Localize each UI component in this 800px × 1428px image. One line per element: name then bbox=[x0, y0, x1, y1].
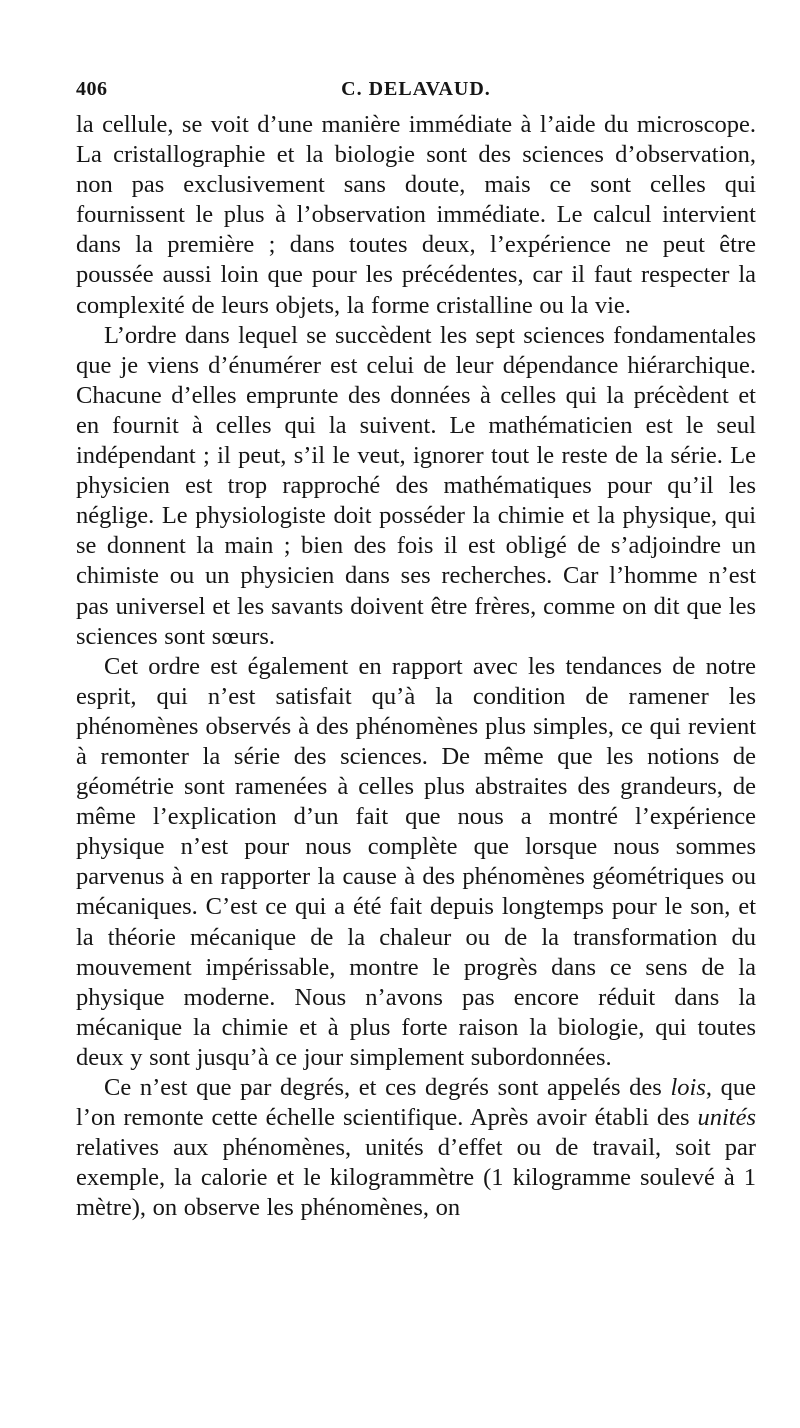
italic-term-unites: unités bbox=[697, 1104, 756, 1132]
paragraph-1: la cellule, se voit d’une manière immédiate à l’aide du microscope. La cristallographie et la biologie sont des sciences d’observation, non pas exclusivement sans doute, mais ce sont celles qui fournissent le plus à l’observation immédiate. Le calcul intervient dans la première ; dans toutes deux, l’expérience ne peut être poussée aussi loin que pour les précédentes, car il faut respecter la complexité de leurs objets, la forme cristalline ou la vie. bbox=[76, 111, 756, 319]
paragraph-4-text-end: relatives aux phénomènes, unités d’effet ou de travail, soit par exemple, la calorie et le kilogrammètre (1 kilogramme soulevé à 1 mètre), on observe les phénomènes, on bbox=[76, 1134, 756, 1222]
page-header bbox=[76, 78, 756, 104]
paragraph-2: L’ordre dans lequel se succèdent les sept sciences fondamentales que je viens d’énumérer est celui de leur dépendance hiérarchique. Chacune d’elles emprunte des données à celles qui la précèdent et en fournit à celles qui la suivent. Le mathématicien est le seul indépendant ; il peut, s’il le veut, ignorer tout le reste de la série. Le physicien est trop rapproché des mathématiques pour qu’il les néglige. Le physiologiste doit posséder la chimie et la physique, qui se donnent la main ; bien des fois il est obligé de s’adjoindre un chimiste ou un physicien dans ses recherches. Car l’homme n’est pas universel et les savants doivent être frères, comme on dit que les sciences sont sœurs. bbox=[76, 321, 756, 650]
paragraph-4-text-start: Ce n’est que par degrés, et ces degrés sont appelés des bbox=[104, 1074, 671, 1101]
paragraph-3: Cet ordre est également en rapport avec les tendances de notre esprit, qui n’est satisfait qu’à la condition de ramener les phénomènes observés à des phénomènes plus simples, ce qui revient à remonter la série des sciences. De même que les notions de géométrie sont ramenées à celles plus abstraites des grandeurs, de même l’explication d’un fait que nous a montré l’expérience physique n’est pour nous complète que lorsque nous sommes parvenus à en rapporter la cause à des phénomènes géométriques ou mécaniques. C’est ce qui a été fait depuis longtemps pour le son, et la théorie mécanique de la chaleur ou de la transformation du mouvement impérissable, montre le progrès dans ce sens de la physique moderne. Nous n’avons pas encore réduit dans la mécanique la chimie et à plus forte raison la biologie, qui toutes deux y sont jusqu’à ce jour simplement subordonnées. bbox=[76, 652, 756, 1071]
paragraph-4-text-middle: , que l’on remonte cette échelle scientifique. Après avoir établi des bbox=[76, 1074, 756, 1132]
body-text bbox=[76, 110, 756, 1223]
italic-term-lois: lois bbox=[670, 1074, 706, 1101]
page-number: 406 bbox=[76, 78, 108, 100]
paragraph-4 bbox=[76, 1073, 756, 1223]
running-head: C. DELAVAUD. bbox=[341, 78, 491, 100]
